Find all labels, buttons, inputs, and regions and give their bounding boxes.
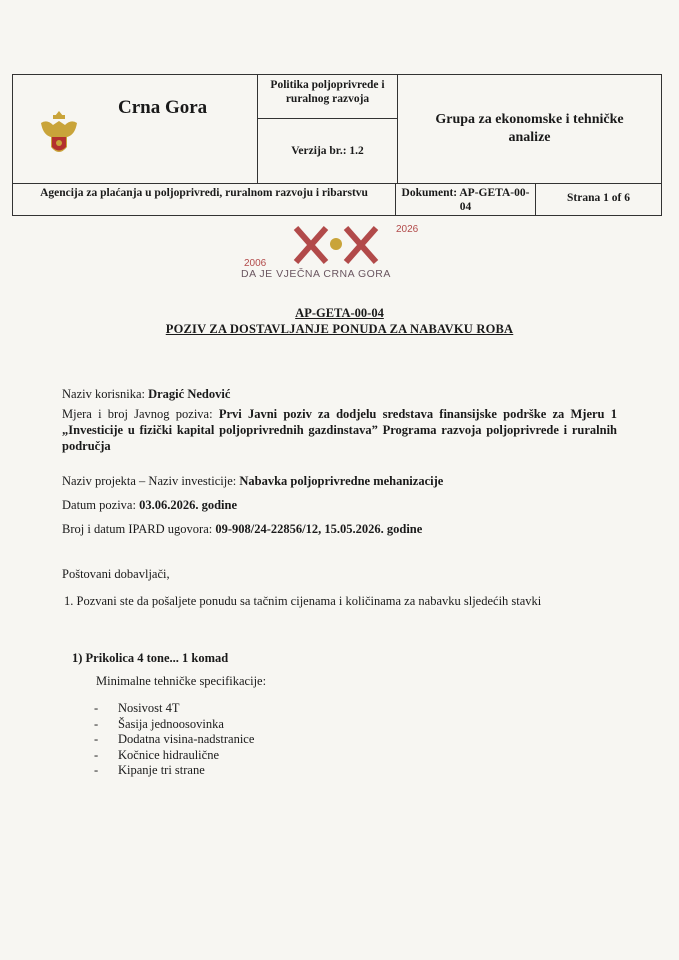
- project-line: [62, 473, 617, 489]
- project-label: Naziv projekta – Naziv investicije:: [62, 474, 240, 488]
- spec-item: - Kipanje tri strane: [90, 763, 254, 779]
- contract-label: Broj i datum IPARD ugovora:: [62, 522, 216, 536]
- contract-value: 09-908/24-22856/12, 15.05.2026. godine: [215, 522, 423, 536]
- ministry-policy: Politika poljoprivrede i ruralnog razvoja: [258, 75, 397, 119]
- header-policy-cell: [258, 75, 398, 183]
- agency-name: Agencija za plaćanja u poljoprivredi, ruralnom razvoju i ribarstvu: [13, 184, 396, 215]
- project-value: Nabavka poljoprivredne mehanizacije: [239, 474, 444, 488]
- spec-heading: Minimalne tehničke specifikacije:: [96, 674, 267, 688]
- group-name: Grupa za ekonomske i tehničke analize: [435, 112, 624, 145]
- header-country-cell: [13, 75, 258, 183]
- beneficiary-line: [62, 386, 617, 402]
- coat-of-arms-icon: [39, 107, 79, 159]
- spec-item: - Šasija jednoosovinka: [90, 717, 254, 733]
- page-indicator: Strana 1 of 6: [567, 192, 630, 204]
- contract-line: [62, 521, 617, 537]
- document-title: POZIV ZA DOSTAVLJANJE PONUDA ZA NABAVKU ROBA: [165, 322, 514, 336]
- date-label: Datum poziva:: [62, 498, 140, 512]
- document-id: Dokument: AP-GETA-00-04: [396, 184, 536, 215]
- header-table: [12, 74, 662, 216]
- anniversary-logo: [238, 222, 438, 284]
- item-heading: 1) Prikolica 4 tone... 1 komad: [72, 651, 229, 665]
- measure-label: Mjera i broj Javnog poziva:: [62, 407, 219, 421]
- spec-item: - Kočnice hidraulične: [90, 748, 254, 764]
- anniversary-slogan: DA JE VJEČNA CRNA GORA: [241, 268, 391, 280]
- country-name: Crna Gora: [118, 97, 208, 118]
- version-label: Verzija br.: 1.2: [291, 145, 364, 157]
- date-value: 03.06.2026. godine: [139, 498, 238, 512]
- measure-value: Prvi Javni poziv za dodjelu sredstava finansijske podrške za Mjeru 1 „Investicije u fizički kapital poljoprivrednih gazdinstava” Programa razvoja poljoprivrede i ruralnih područja: [62, 407, 617, 453]
- invitation-text: 1. Pozvani ste da pošaljete ponudu sa tačnim cijenama i količinama za nabavku sljedećih stavki: [64, 594, 542, 608]
- document-code: AP-GETA-00-04: [295, 306, 384, 320]
- anniversary-year-end: 2026: [396, 224, 419, 235]
- spec-item: - Dodatna visina-nadstranice: [90, 732, 254, 748]
- beneficiary-label: Naziv korisnika:: [62, 387, 149, 401]
- anniversary-year-start: 2006: [244, 258, 267, 269]
- spec-list: [90, 701, 254, 779]
- measure-line: [62, 406, 617, 454]
- spec-item: - Nosivost 4T: [90, 701, 254, 717]
- header-row-2: [13, 183, 661, 215]
- beneficiary-value: Dragić Nedović: [148, 387, 231, 401]
- greeting: Poštovani dobavljači,: [62, 567, 170, 581]
- date-line: [62, 497, 617, 513]
